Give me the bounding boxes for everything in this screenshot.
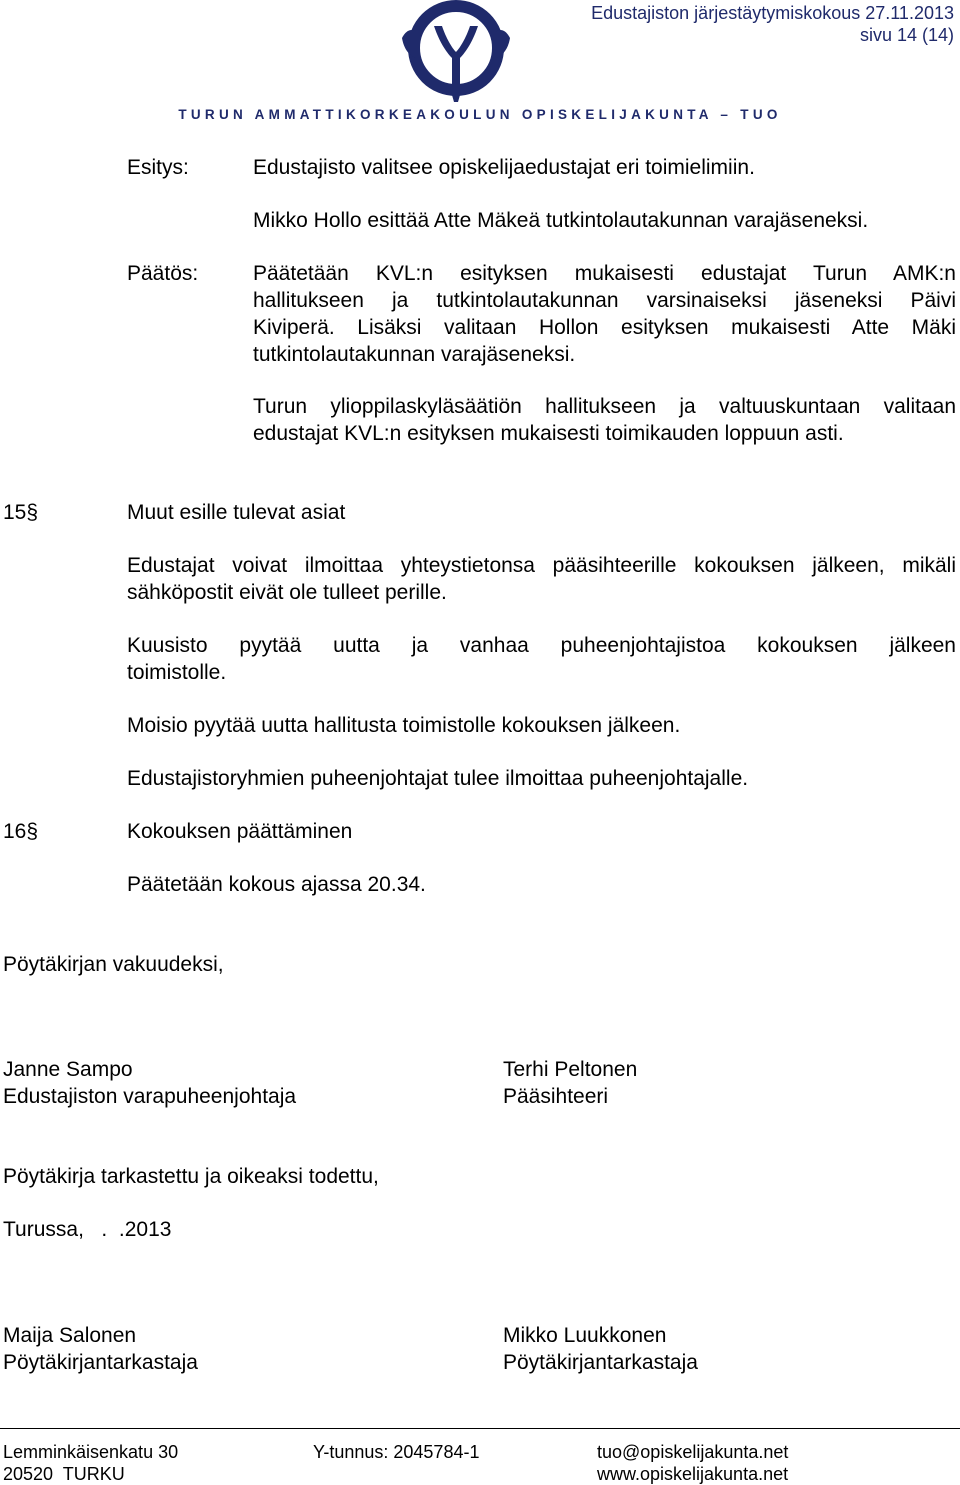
checked-statement: Pöytäkirja tarkastettu ja oikeaksi todettu,	[3, 1165, 379, 1188]
text-line: toimistolle.	[127, 661, 227, 684]
text-line: Päätetään KVL:n esityksen mukaisesti edustajat Turun AMK:n	[253, 262, 956, 285]
tuo-logo-icon	[400, 0, 512, 104]
text-line: Kiviperä. Lisäksi valitaan Hollon esityksen mukaisesti Atte Mäki	[253, 316, 956, 339]
section-15-paragraph-3: Moisio pyytää uutta hallitusta toimistolle kokouksen jälkeen.	[127, 714, 681, 737]
signer-role: Pöytäkirjantarkastaja	[503, 1351, 698, 1374]
signer-role: Pöytäkirjantarkastaja	[3, 1351, 198, 1374]
esitys-label: Esitys:	[127, 156, 189, 179]
text-line: Turun ylioppilaskyläsäätiön hallitukseen ja valtuuskuntaan valitaan	[253, 395, 956, 418]
signer-name: Maija Salonen	[3, 1324, 137, 1347]
text-line: tutkintolautakunnan varajäseneksi.	[253, 343, 576, 366]
organization-name: TURUN AMMATTIKORKEAKOULUN OPISKELIJAKUNTA – TUO	[178, 107, 782, 122]
footer-divider	[0, 1428, 960, 1429]
signer-name: Terhi Peltonen	[503, 1058, 638, 1081]
section-16-paragraph-1: Päätetään kokous ajassa 20.34.	[127, 873, 426, 896]
section-15-paragraph-2	[127, 632, 956, 686]
signer-block	[503, 1322, 698, 1376]
page-number: sivu 14 (14)	[859, 25, 954, 45]
paatos-paragraph-1	[253, 260, 956, 368]
signer-role: Edustajiston varapuheenjohtaja	[3, 1085, 297, 1108]
signer-block	[3, 1056, 296, 1110]
footer-website[interactable]: www.opiskelijakunta.net	[597, 1464, 789, 1484]
meeting-title: Edustajiston järjestäytymiskokous 27.11.2013	[591, 3, 954, 23]
paatos-label: Päätös:	[127, 262, 199, 285]
signer-role: Pääsihteeri	[503, 1085, 609, 1108]
footer-postal: 20520 TURKU	[3, 1464, 125, 1484]
section-16-title: Kokouksen päättäminen	[127, 820, 353, 843]
section-16-number: 16§	[3, 820, 39, 843]
section-15-title: Muut esille tulevat asiat	[127, 501, 346, 524]
footer-address	[3, 1441, 178, 1485]
paatos-paragraph-2	[253, 393, 956, 447]
section-15-paragraph-4: Edustajistoryhmien puheenjohtajat tulee ilmoittaa puheenjohtajalle.	[127, 767, 749, 790]
text-line: Edustajat voivat ilmoittaa yhteystietonsa pääsihteerille kokouksen jälkeen, mikäli	[127, 554, 956, 577]
section-15-paragraph-1	[127, 552, 956, 606]
footer-business-id: Y-tunnus: 2045784-1	[313, 1442, 480, 1462]
text-line: edustajat KVL:n esityksen mukaisesti toimikauden loppuun asti.	[253, 422, 844, 445]
certification-text: Pöytäkirjan vakuudeksi,	[3, 953, 224, 976]
signer-block	[3, 1322, 198, 1376]
text-line: hallitukseen ja tutkintolautakunnan varsinaiseksi jäseneksi Päivi	[253, 289, 956, 312]
esitys-line-2: Mikko Hollo esittää Atte Mäkeä tutkintolautakunnan varajäseneksi.	[253, 209, 869, 232]
footer-street: Lemminkäisenkatu 30	[3, 1442, 179, 1462]
signer-name: Mikko Luukkonen	[503, 1324, 667, 1347]
place-date: Turussa, . .2013	[3, 1218, 172, 1241]
section-15-number: 15§	[3, 501, 39, 524]
signer-block	[503, 1056, 637, 1110]
text-line: Kuusisto pyytää uutta ja vanhaa puheenjohtajistoa kokouksen jälkeen	[127, 634, 956, 657]
page-header-info	[591, 2, 954, 46]
esitys-line-1: Edustajisto valitsee opiskelijaedustajat eri toimielimiin.	[253, 156, 755, 179]
footer-email[interactable]: tuo@opiskelijakunta.net	[597, 1442, 789, 1462]
footer-contact	[597, 1441, 788, 1485]
signer-name: Janne Sampo	[3, 1058, 133, 1081]
text-line: sähköpostit eivät ole tulleet perille.	[127, 581, 447, 604]
